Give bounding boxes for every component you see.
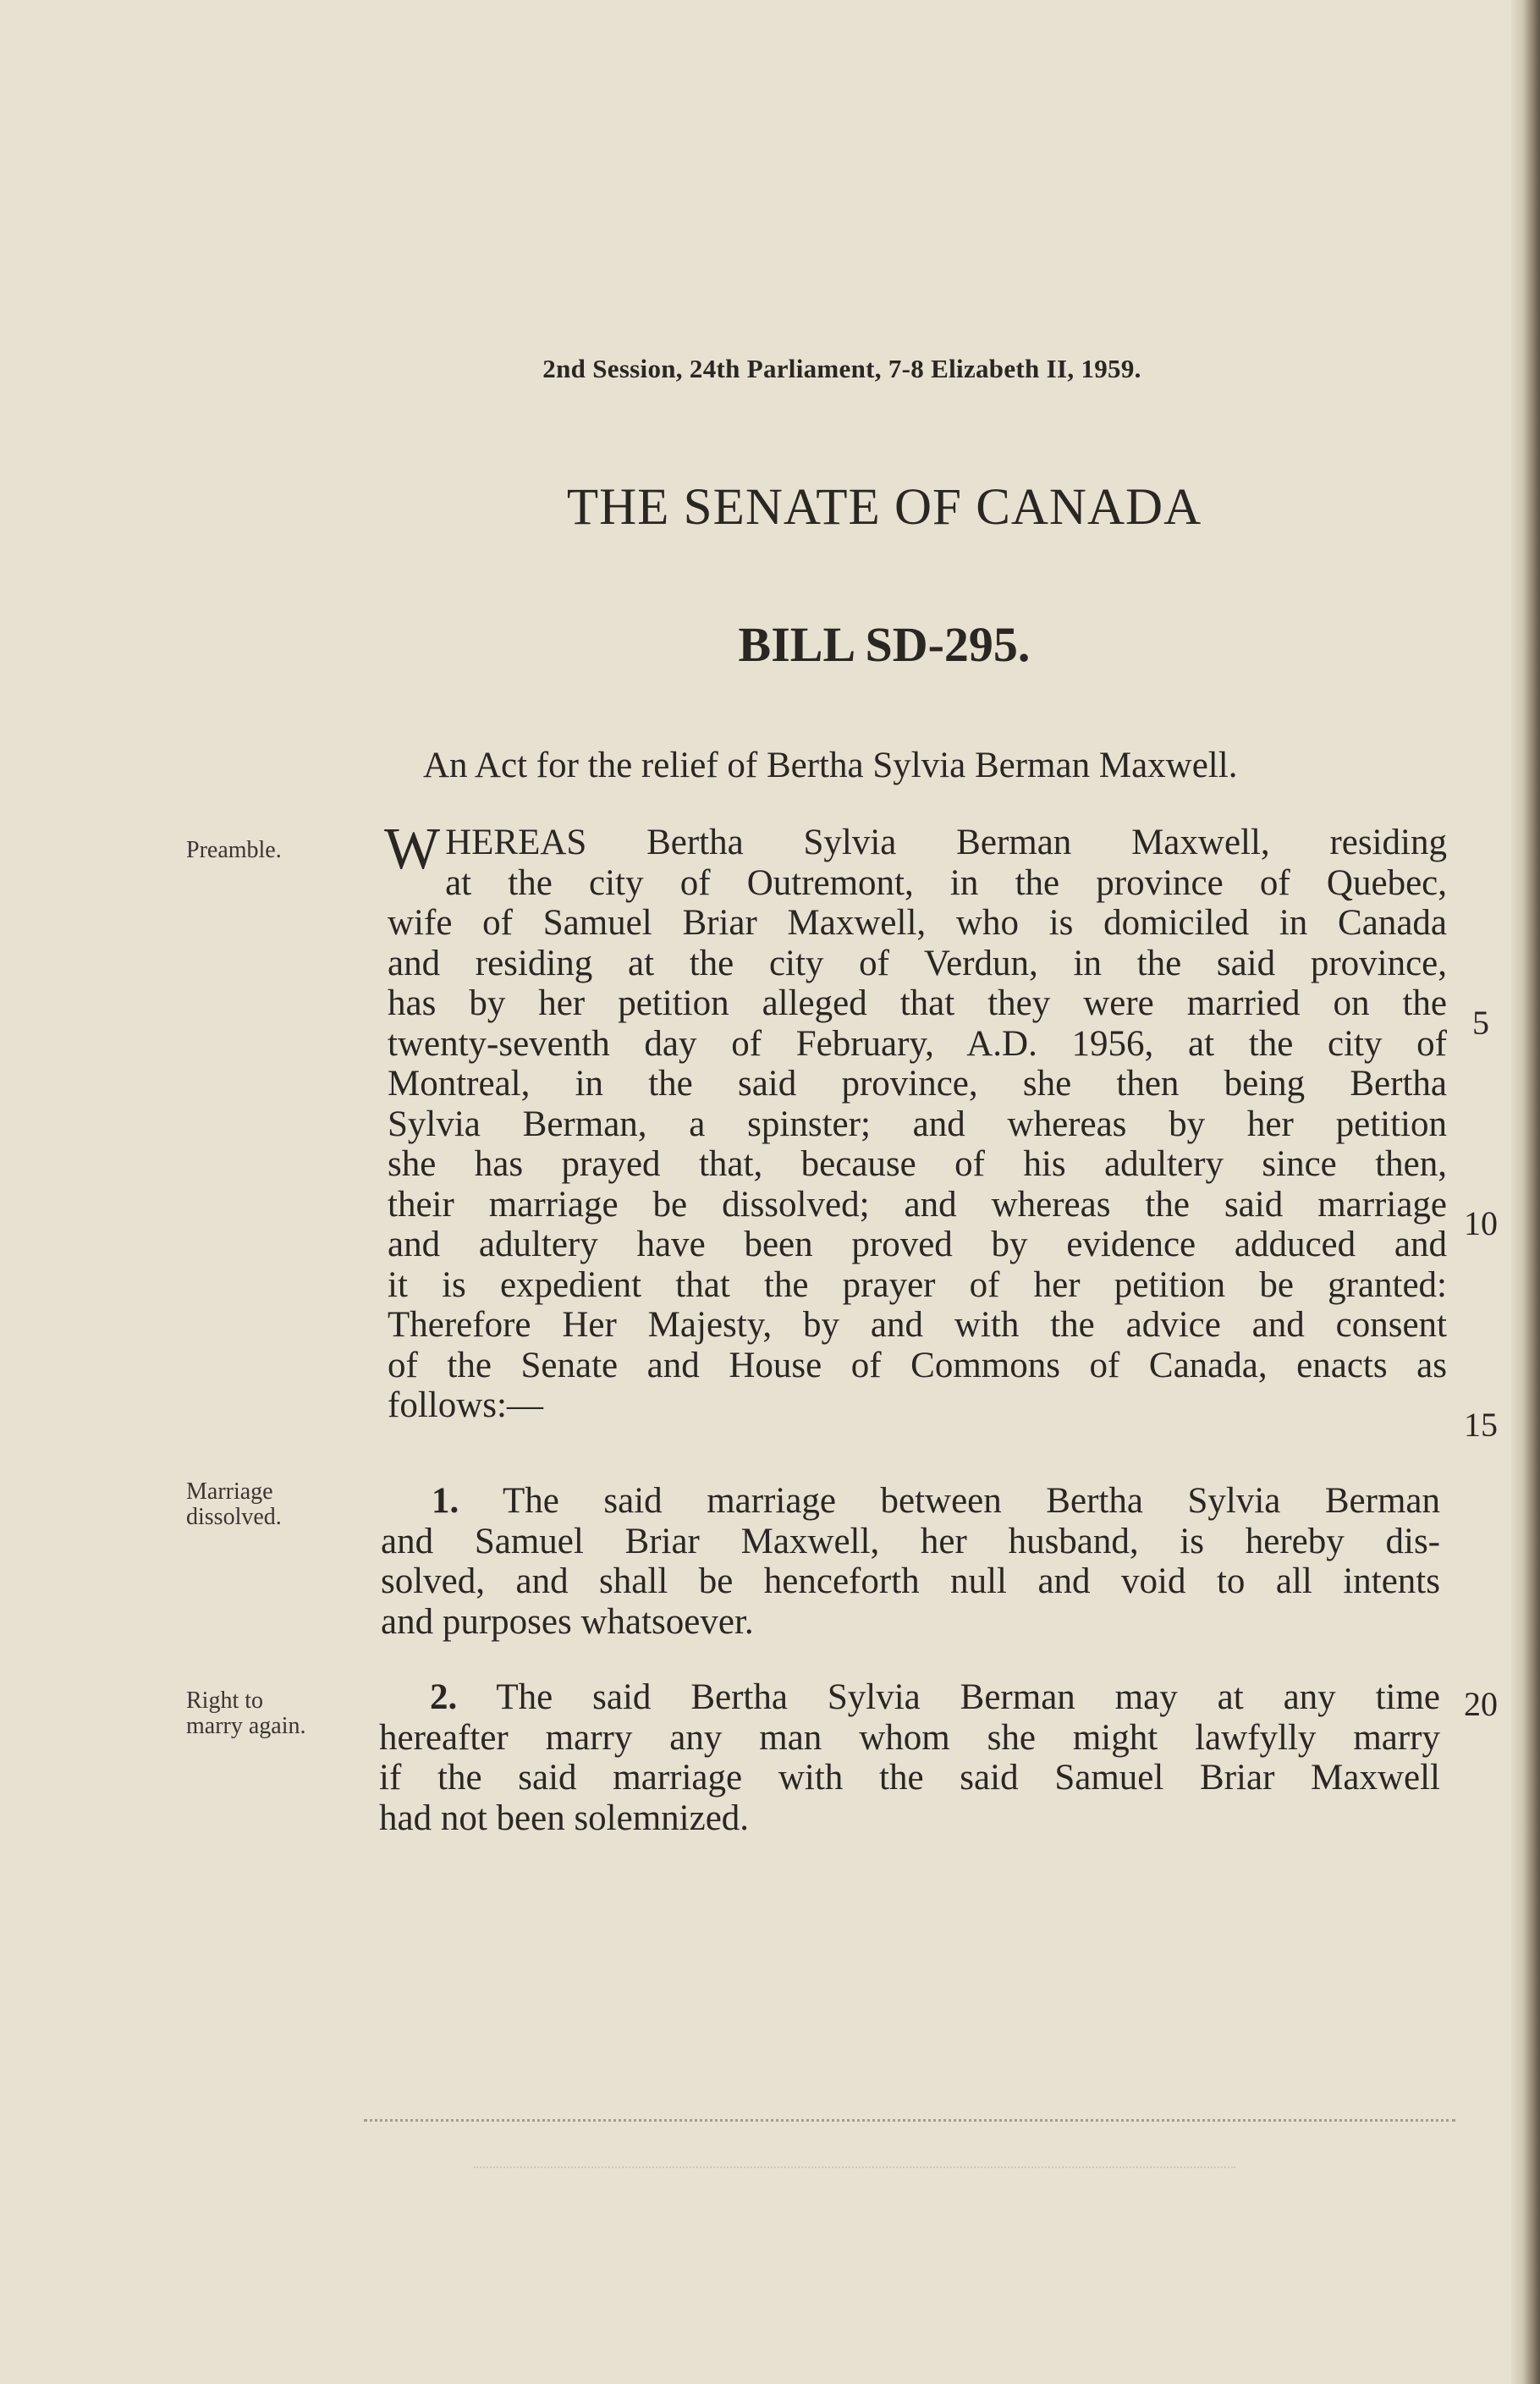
line-number-5: 5 bbox=[1472, 1004, 1489, 1042]
section-1-line: solved, and shall be henceforth null and void to all intents bbox=[381, 1561, 1440, 1601]
preamble-line: wife of Samuel Briar Maxwell, who is domiciled in Canada bbox=[388, 903, 1447, 943]
line-number-20: 20 bbox=[1464, 1685, 1498, 1723]
margin-note-line: Right to bbox=[186, 1688, 264, 1714]
line-number-10: 10 bbox=[1464, 1204, 1498, 1242]
preamble-line: and residing at the city of Verdun, in the said province, bbox=[388, 943, 1447, 983]
bill-number: BILL SD-295. bbox=[738, 617, 1031, 672]
section-1-line: and purposes whatsoever. bbox=[381, 1601, 754, 1642]
bottom-dotted-rule bbox=[364, 2119, 1455, 2122]
preamble-line: she has prayed that, because of his adultery since then, bbox=[388, 1144, 1447, 1184]
section-1-line: The said marriage between Bertha Sylvia Berman bbox=[503, 1481, 1440, 1521]
preamble-line: their marriage be dissolved; and whereas the said marriage bbox=[388, 1184, 1447, 1225]
preamble-line: of the Senate and House of Commons of Canada, enacts as bbox=[388, 1345, 1447, 1385]
preamble-line: follows:— bbox=[388, 1385, 543, 1425]
section-1-paragraph bbox=[381, 1481, 1440, 1642]
preamble-line: Sylvia Berman, a spinster; and whereas by her petition bbox=[388, 1104, 1447, 1144]
margin-note-marriage-dissolved bbox=[186, 1479, 364, 1530]
preamble-paragraph bbox=[384, 817, 1447, 1426]
section-2-first-line bbox=[379, 1677, 1440, 1718]
preamble-line: it is expedient that the prayer of her petition be granted: bbox=[388, 1264, 1447, 1305]
faint-bleed-through bbox=[474, 2167, 1235, 2168]
preamble-line: Montreal, in the said province, she then being Bertha bbox=[388, 1064, 1447, 1104]
preamble-line: has by her petition alleged that they were married on the bbox=[388, 983, 1447, 1023]
section-1-first-line bbox=[381, 1481, 1440, 1522]
section-2-line: hereafter marry any man whom she might lawfylly marry bbox=[379, 1717, 1440, 1758]
act-title: An Act for the relief of Bertha Sylvia Berman Maxwell. bbox=[423, 746, 1238, 785]
margin-note-line: dissolved. bbox=[186, 1504, 282, 1530]
preamble-line: at the city of Outremont, in the province of Quebec, bbox=[445, 862, 1447, 903]
margin-note-right-to-marry bbox=[186, 1688, 364, 1739]
section-2-line: The said Bertha Sylvia Berman may at any time bbox=[496, 1677, 1440, 1717]
section-1-number: 1. bbox=[432, 1481, 459, 1521]
line-number-15: 15 bbox=[1464, 1406, 1498, 1444]
section-2-line: if the said marriage with the said Samuel Briar Maxwell bbox=[379, 1758, 1440, 1798]
drop-cap: W bbox=[384, 817, 441, 882]
section-2-paragraph bbox=[379, 1677, 1440, 1838]
margin-note-line: marry again. bbox=[186, 1713, 306, 1739]
preamble-line: Therefore Her Majesty, by and with the advice and consent bbox=[388, 1305, 1447, 1345]
section-2-number: 2. bbox=[430, 1677, 458, 1717]
margin-note-preamble: Preamble. bbox=[186, 837, 282, 863]
preamble-line: HEREAS Bertha Sylvia Berman Maxwell, residing bbox=[445, 823, 1447, 862]
section-1-line: and Samuel Briar Maxwell, her husband, is hereby dis- bbox=[381, 1521, 1440, 1561]
section-2-line: had not been solemnized. bbox=[379, 1798, 750, 1838]
preamble-line: and adultery have been proved by evidence adduced and bbox=[388, 1225, 1447, 1264]
session-header: 2nd Session, 24th Parliament, 7-8 Elizabeth II, 1959. bbox=[542, 354, 1141, 383]
preamble-line: twenty-seventh day of February, A.D. 1956, at the city of bbox=[388, 1023, 1447, 1064]
senate-title: THE SENATE OF CANADA bbox=[566, 479, 1202, 536]
margin-note-line: Marriage bbox=[186, 1478, 273, 1505]
